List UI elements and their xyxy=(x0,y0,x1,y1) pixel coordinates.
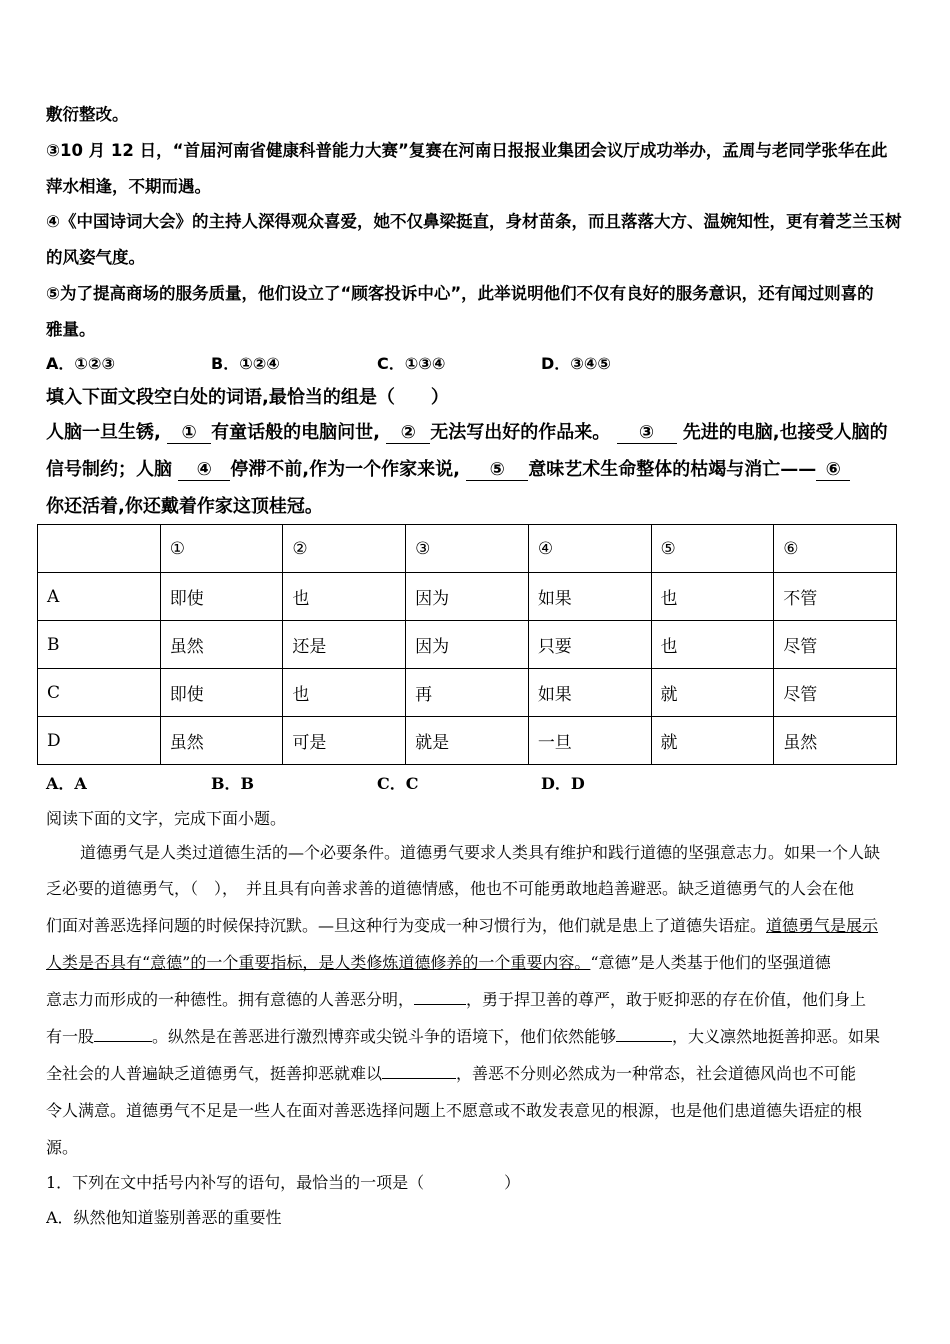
table-cell: 再 xyxy=(406,669,529,717)
blank-1: ① xyxy=(167,423,211,444)
passage-text: 人脑一旦生锈, xyxy=(46,422,161,443)
text-line: 萍水相逢，不期而遇。 xyxy=(46,177,211,196)
table-cell: 只要 xyxy=(528,621,651,669)
question-1: 1．下列在文中括号内补写的语句，最恰当的一项是（ ） xyxy=(46,1173,521,1192)
reading-text: 意志力而形成的一种德性。拥有意德的人善恶分明， xyxy=(46,990,415,1009)
reading-text: 。纵然是在善恶进行激烈博弈或尖锐斗争的语境下，他们依然能够 xyxy=(152,1027,617,1046)
table-cell: ⑤ xyxy=(651,525,774,573)
passage-text: 无法写出好的作品来。 xyxy=(430,422,611,443)
passage-text: 意味艺术生命整体的枯竭与消亡—— xyxy=(528,459,817,480)
passage-text: 先进的电脑,也接受人脑的 xyxy=(682,422,888,443)
reading-intro: 阅读下面的文字，完成下面小题。 xyxy=(46,809,287,828)
reading-line xyxy=(46,950,908,973)
table-cell: 也 xyxy=(651,621,774,669)
table-cell: 也 xyxy=(651,573,774,621)
table-cell: 就是 xyxy=(406,717,529,765)
blank-line xyxy=(414,1004,466,1005)
table-row xyxy=(38,717,897,765)
table-cell: A xyxy=(38,573,161,621)
underlined-text: 道德勇气是展示 xyxy=(766,916,879,935)
reading-line xyxy=(46,987,908,1010)
blank-line xyxy=(616,1041,672,1042)
option-b: B．B xyxy=(211,774,255,793)
option-d: D．③④⑤ xyxy=(541,354,611,373)
table-cell: 还是 xyxy=(283,621,406,669)
text-line: ④《中国诗词大会》的主持人深得观众喜爱，她不仅鼻梁挺直，身材苗条，而且落落大方、温婉知性，更有着芝兰玉树 xyxy=(46,212,902,231)
option-b: B．①②④ xyxy=(211,354,280,373)
passage-text: 信号制约；人脑 xyxy=(46,459,172,480)
option-c: C．①③④ xyxy=(377,354,446,373)
table-cell: 尽管 xyxy=(774,669,897,717)
table-cell: 因为 xyxy=(406,621,529,669)
table-cell: 即使 xyxy=(160,669,283,717)
table-cell: D xyxy=(38,717,161,765)
reading-text: 全社会的人普遍缺乏道德勇气，挺善抑恶就难以 xyxy=(46,1064,383,1083)
table-cell: C xyxy=(38,669,161,717)
text-line: 的风姿气度。 xyxy=(46,248,145,267)
table-cell: 如果 xyxy=(528,573,651,621)
table-cell: 虽然 xyxy=(160,621,283,669)
reading-line: 道德勇气是人类过道德生活的—个必要条件。道德勇气要求人类具有维护和践行道德的坚强意志力。如果一个人缺 xyxy=(80,843,881,862)
table-cell: B xyxy=(38,621,161,669)
table-cell: 可是 xyxy=(283,717,406,765)
question-1-option-a: A．纵然他知道鉴别善恶的重要性 xyxy=(46,1208,282,1227)
reading-line xyxy=(46,913,908,936)
table-cell: ① xyxy=(160,525,283,573)
underlined-text: 人类是否具有“意德”的一个重要指标，是人类修炼道德修养的一个重要内容。 xyxy=(46,953,591,972)
table-cell: 因为 xyxy=(406,573,529,621)
table-cell: ④ xyxy=(528,525,651,573)
table-cell: 如果 xyxy=(528,669,651,717)
reading-line xyxy=(46,1024,908,1047)
table-cell: 即使 xyxy=(160,573,283,621)
table-cell: 虽然 xyxy=(160,717,283,765)
table-cell: 一旦 xyxy=(528,717,651,765)
table-cell: ③ xyxy=(406,525,529,573)
blank-line xyxy=(382,1078,456,1079)
reading-line: 源。 xyxy=(46,1138,79,1157)
table-cell: 就 xyxy=(651,717,774,765)
reading-text: 有一股 xyxy=(46,1027,95,1046)
blank-5: ⑤ xyxy=(466,460,528,481)
blank-2: ② xyxy=(386,423,430,444)
table-cell: 也 xyxy=(283,669,406,717)
table-row xyxy=(38,621,897,669)
reading-text: “意德”是人类基于他们的坚强道德 xyxy=(590,953,831,972)
blank-6: ⑥ xyxy=(816,460,850,481)
blank-line xyxy=(94,1041,152,1042)
passage-line xyxy=(46,418,908,444)
text-line: 雅量。 xyxy=(46,320,96,339)
option-a: A．A xyxy=(46,774,87,793)
blank-3: ③ xyxy=(617,423,677,444)
answer-table xyxy=(37,524,897,765)
option-d: D．D xyxy=(541,774,585,793)
reading-line: 乏必要的道德勇气，（ ）， 并且具有向善求善的道德情感，他也不可能勇敢地趋善避恶。缺乏道德勇气的人会在他 xyxy=(46,879,855,898)
table-cell: ② xyxy=(283,525,406,573)
table-cell: 也 xyxy=(283,573,406,621)
text-line: 敷衍整改。 xyxy=(46,105,129,124)
reading-text: ，大义凛然地挺善抑恶。如果 xyxy=(672,1027,881,1046)
table-row xyxy=(38,573,897,621)
passage-text: 有童话般的电脑问世, xyxy=(211,422,380,443)
passage-line xyxy=(46,455,908,481)
table-cell: 就 xyxy=(651,669,774,717)
reading-text: ，勇于捍卫善的尊严，敢于贬抑恶的存在价值，他们身上 xyxy=(466,990,867,1009)
table-cell xyxy=(38,525,161,573)
blank-4: ④ xyxy=(178,460,230,481)
option-c: C．C xyxy=(377,774,419,793)
passage-text: 停滞不前,作为一个作家来说, xyxy=(230,459,460,480)
table-cell: 虽然 xyxy=(774,717,897,765)
reading-text: ，善恶不分则必然成为一种常态，社会道德风尚也不可能 xyxy=(456,1064,857,1083)
passage-line: 你还活着,你还戴着作家这顶桂冠。 xyxy=(46,496,323,517)
reading-line: 令人满意。道德勇气不足是一些人在面对善恶选择问题上不愿意或不敢发表意见的根源，也是他们患道德失语症的根 xyxy=(46,1101,863,1120)
question-title: 填入下面文段空白处的词语,最恰当的组是（ ） xyxy=(46,387,449,408)
option-a: A．①②③ xyxy=(46,354,116,373)
table-header-row xyxy=(38,525,897,573)
reading-text: 们面对善恶选择问题的时候保持沉默。—旦这种行为变成一种习惯行为，他们就是患上了道德失语症。 xyxy=(46,916,767,935)
table-row xyxy=(38,669,897,717)
text-line: ③10 月 12 日，“首届河南省健康科普能力大赛”复赛在河南日报报业集团会议厅成功举办，孟周与老同学张华在此 xyxy=(46,141,888,160)
text-line: ⑤为了提高商场的服务质量，他们设立了“顾客投诉中心”，此举说明他们不仅有良好的服务意识，还有闻过则喜的 xyxy=(46,284,874,303)
table-cell: ⑥ xyxy=(774,525,897,573)
table-cell: 尽管 xyxy=(774,621,897,669)
reading-line xyxy=(46,1061,908,1084)
table-cell: 不管 xyxy=(774,573,897,621)
